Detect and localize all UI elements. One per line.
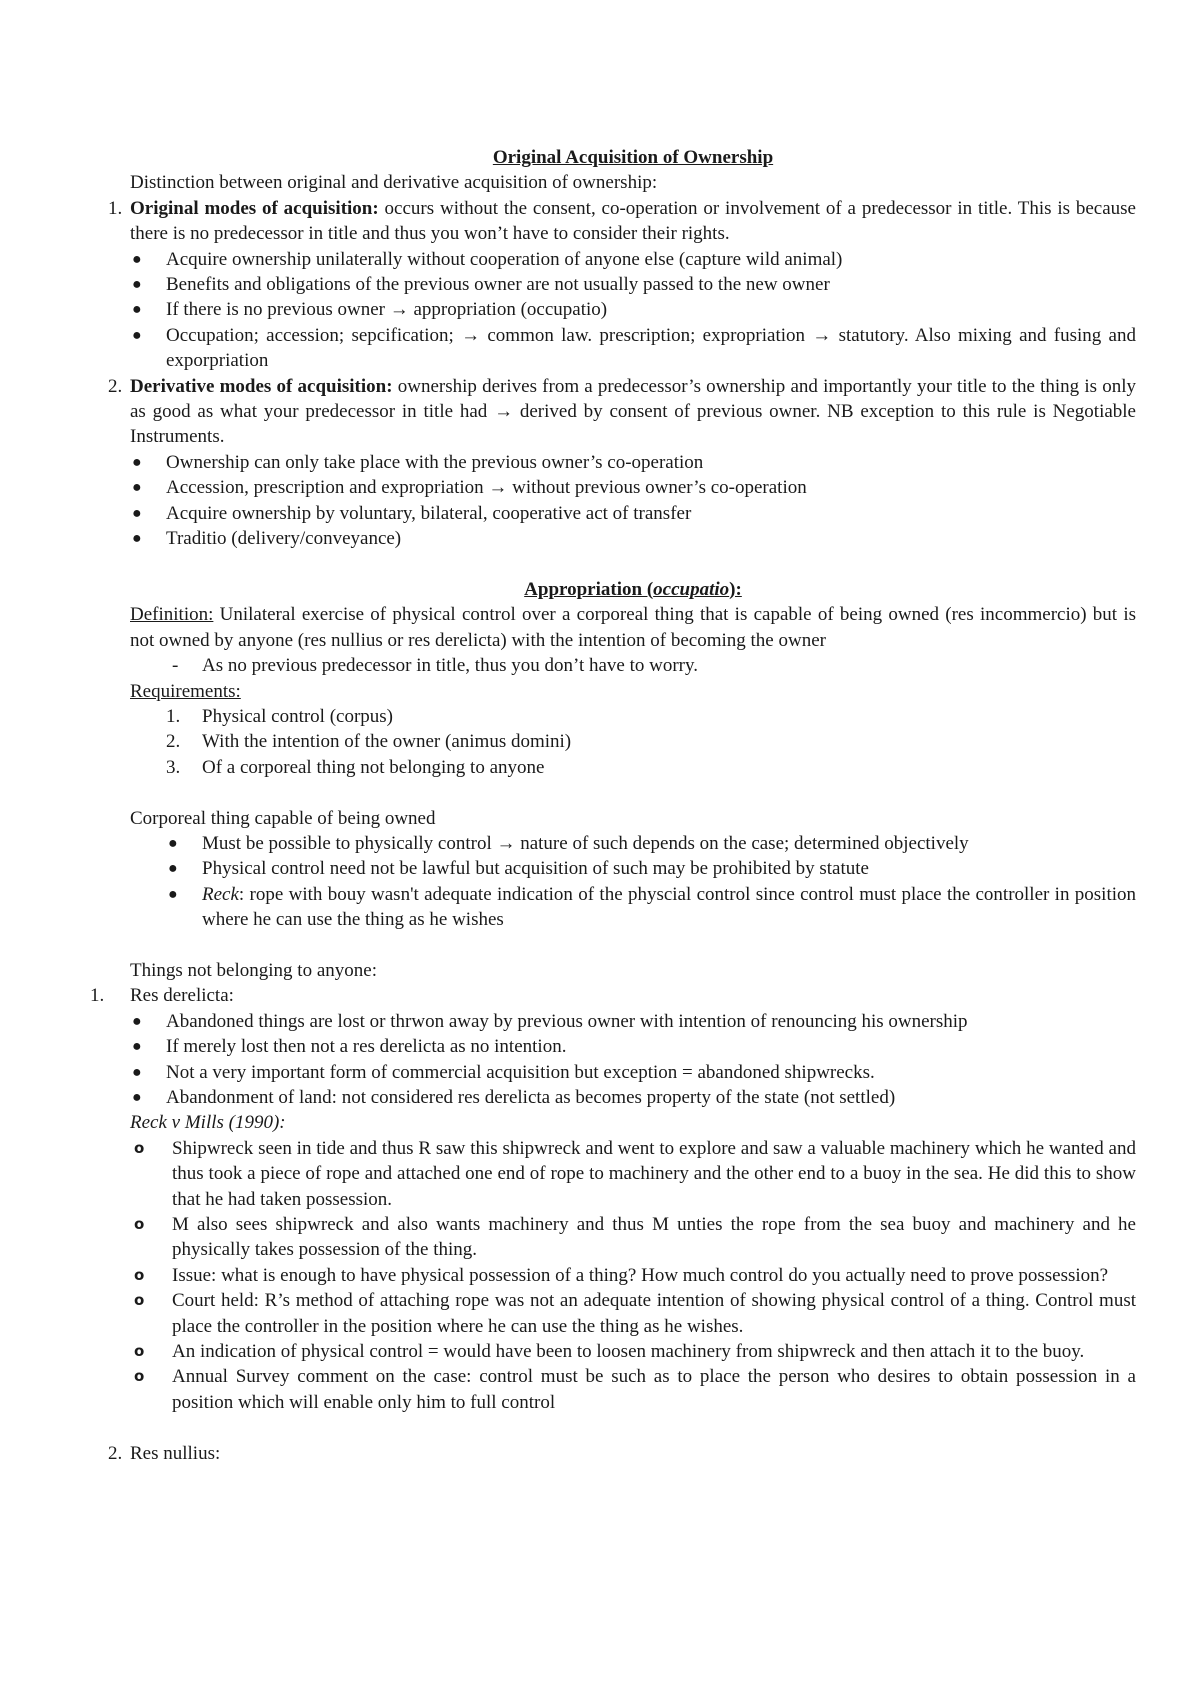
list-item: ● Accession, prescription and expropriation → without previous owner’s co-operation	[130, 475, 1136, 500]
corporeal-heading: Corporeal thing capable of being owned	[130, 807, 436, 829]
original-modes-label: Original modes of acquisition:	[130, 197, 379, 219]
derivative-modes-label: Derivative modes of acquisition:	[130, 375, 393, 397]
bullet-icon: ●	[168, 834, 178, 852]
list-item: - As no previous predecessor in title, thus you don’t have to worry.	[130, 653, 1136, 678]
res-nullius-item: 2. Res nullius:	[108, 1442, 221, 1464]
list-item: ● Traditio (delivery/conveyance)	[130, 526, 1136, 551]
circle-bullet-icon: o	[134, 1367, 145, 1386]
list-number: 2.	[108, 375, 123, 397]
list-item: ● If there is no previous owner → appropriation (occupatio)	[130, 297, 1136, 322]
list-item: o Court held: R’s method of attaching rope was not an adequate intention of showing physical control of a thing. Control must place the controller in the position where he can use the thing as he wishes.	[134, 1290, 1136, 1337]
dash-marker: -	[172, 655, 179, 677]
circle-bullet-icon: o	[134, 1265, 145, 1284]
definition-paragraph: Definition: Unilateral exercise of physical control over a corporeal thing that is capable of being owned (res incommercio) but is not owned by anyone (res nullius or res derelicta) with the intention of becoming the owner	[130, 604, 1136, 651]
bullet-icon: ●	[132, 1088, 142, 1106]
bullet-icon: ●	[132, 1063, 142, 1081]
list-item: ● If merely lost then not a res derelicta as no intention.	[130, 1034, 1136, 1059]
list-item: ● Acquire ownership by voluntary, bilateral, cooperative act of transfer	[130, 501, 1136, 526]
bullet-icon: ●	[132, 276, 142, 294]
list-item: ● Ownership can only take place with the previous owner’s co-operation	[130, 450, 1136, 475]
bullet-icon: ●	[132, 453, 142, 471]
bullet-icon: ●	[168, 885, 178, 903]
bullet-icon: ●	[132, 250, 142, 268]
intro-text: Distinction between original and derivative acquisition of ownership:	[130, 172, 658, 194]
section-heading-appropriation: Appropriation (occupatio):	[524, 578, 742, 600]
requirements-label: Requirements:	[130, 680, 241, 702]
res-derelicta-item: 1. Res derelicta:	[90, 985, 234, 1007]
list-item: ● Physical control need not be lawful but acquisition of such may be prohibited by statute	[130, 856, 1136, 881]
bullet-icon: ●	[132, 530, 142, 548]
list-item: o Annual Survey comment on the case: control must be such as to place the person who desires to obtain possession in a position which will enable only him to full control	[134, 1366, 1136, 1413]
list-item: ● Not a very important form of commercial acquisition but exception = abandoned shipwrecks.	[130, 1060, 1136, 1085]
circle-bullet-icon: o	[134, 1342, 145, 1361]
list-item: ● Reck: rope with bouy wasn't adequate indication of the physcial control since control must place the controller in position where he can use the thing as he wishes	[168, 883, 1136, 931]
list-item: ● Abandonment of land: not considered res derelicta as becomes property of the state (not settled)	[130, 1085, 1136, 1110]
case-name: Reck v Mills (1990):	[130, 1112, 286, 1134]
list-item: ● Benefits and obligations of the previous owner are not usually passed to the new owner	[130, 272, 1136, 297]
list-item: ● Acquire ownership unilaterally without cooperation of anyone else (capture wild animal)	[130, 247, 1136, 272]
circle-bullet-icon: o	[134, 1215, 145, 1234]
original-modes-item	[108, 196, 1136, 247]
page-title: Original Acquisition of Ownership	[492, 147, 774, 168]
list-item: o M also sees shipwreck and also wants machinery and thus M unties the rope from the sea buoy and machinery and he physically takes possession of the thing.	[134, 1214, 1136, 1261]
bullet-icon: ●	[132, 479, 142, 497]
list-item: o Issue: what is enough to have physical possession of a thing? How much control do you actually need to prove possession?	[130, 1263, 1136, 1288]
definition-label: Definition:	[130, 604, 214, 626]
bullet-icon: ●	[168, 860, 178, 878]
bullet-icon: ●	[132, 301, 142, 319]
bullet-icon: ●	[132, 326, 142, 344]
list-item: 2. With the intention of the owner (animus domini)	[166, 731, 572, 753]
original-modes-text: occurs without the consent, co-operation or involvement of a predecessor in title. This is because there is no predecessor in title and thus you won’t have to consider their rights.	[130, 197, 1136, 245]
list-item: ● Must be possible to physically control → nature of such depends on the case; determined objectively	[130, 831, 1136, 856]
bullet-icon: ●	[132, 504, 142, 522]
list-item: ● Abandoned things are lost or thrwon away by previous owner with intention of renouncing his ownership	[130, 1009, 1136, 1034]
list-item: 1. Physical control (corpus)	[166, 705, 394, 727]
circle-bullet-icon: o	[134, 1138, 145, 1157]
circle-bullet-icon: o	[134, 1291, 145, 1310]
list-number: 1.	[108, 197, 123, 219]
derivative-modes-text: ownership derives from a predecessor’s ownership and importantly your title to the thing is only as good as what your predecessor in title had → derived by consent of previous owner. NB exception to this rule is Negotiable Instruments.	[130, 375, 1136, 448]
list-item: ● Occupation; accession; sepcification; → common law. prescription; expropriation → statutory. Also mixing and fusing and exporpriation	[132, 324, 1136, 372]
list-item: o Shipwreck seen in tide and thus R saw this shipwreck and went to explore and saw a valuable machinery which he wanted and thus took a piece of rope and attached one end of rope to machinery and the other end to a buoy in the sea. He did this to show that he had taken possession.	[134, 1137, 1136, 1210]
derivative-modes-item	[108, 374, 1136, 450]
bullet-icon: ●	[132, 1012, 142, 1030]
bullet-icon: ●	[132, 1038, 142, 1056]
not-belonging-heading: Things not belonging to anyone:	[130, 959, 377, 981]
list-item: o An indication of physical control = would have been to loosen machinery from shipwreck and then attach it to the buoy.	[130, 1339, 1136, 1364]
list-item: 3. Of a corporeal thing not belonging to anyone	[166, 756, 545, 778]
